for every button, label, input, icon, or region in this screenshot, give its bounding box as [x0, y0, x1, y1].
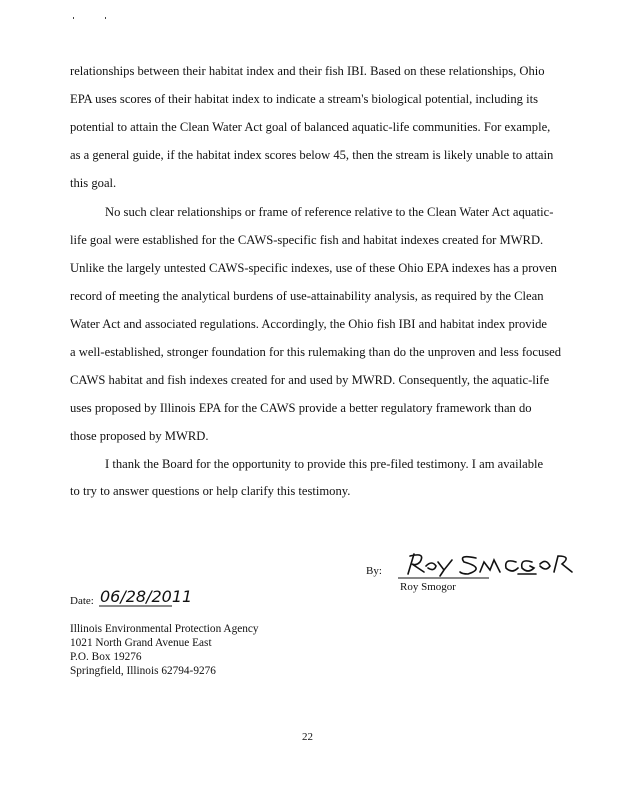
date-value: 06/28/2011: [100, 587, 193, 606]
handwritten-date: [97, 580, 217, 610]
text-line: to try to answer questions or help clarify this testimony.: [70, 484, 351, 498]
text-line: No such clear relationships or frame of reference relative to the Clean Water Act aquatic-: [105, 205, 554, 219]
address-line: P.O. Box 19276: [70, 651, 142, 663]
address-line: Springfield, Illinois 62794-9276: [70, 665, 216, 677]
text-line: as a general guide, if the habitat index scores below 45, then the stream is likely unable to attain: [70, 148, 554, 162]
text-line: uses proposed by Illinois EPA for the CAWS provide a better regulatory framework than do: [70, 401, 532, 415]
text-line: record of meeting the analytical burdens of use-attainability analysis, as required by the Clean: [70, 289, 544, 303]
text-line: this goal.: [70, 176, 117, 190]
text-line: a well-established, stronger foundation for this rulemaking than do the unproven and less focused: [70, 345, 562, 359]
address-line: 1021 North Grand Avenue East: [70, 637, 212, 649]
text-line: life goal were established for the CAWS-specific fish and habitat indexes created for MWRD.: [70, 233, 544, 247]
text-line: EPA uses scores of their habitat index to indicate a stream's biological potential, including its: [70, 92, 539, 106]
text-line: Water Act and associated regulations. Accordingly, the Ohio fish IBI and habitat index provide: [70, 317, 547, 331]
address-line: Illinois Environmental Protection Agency: [70, 623, 259, 635]
date-label: Date:: [70, 595, 94, 607]
printed-name: Roy Smogor: [400, 581, 456, 593]
text-line: CAWS habitat and fish indexes created for and used by MWRD. Consequently, the aquatic-life: [70, 373, 550, 387]
text-line: relationships between their habitat index and their fish IBI. Based on these relationships, Ohio: [70, 64, 545, 78]
scan-mark: [73, 17, 74, 19]
scan-mark: [105, 17, 106, 19]
text-line: potential to attain the Clean Water Act goal of balanced aquatic-life communities. For example,: [70, 120, 551, 134]
text-line: I thank the Board for the opportunity to provide this pre-filed testimony. I am available: [105, 457, 544, 471]
text-line: those proposed by MWRD.: [70, 429, 209, 443]
handwritten-signature: [396, 548, 576, 582]
page-number: 22: [302, 731, 313, 743]
text-line: Unlike the largely untested CAWS-specific indexes, use of these Ohio EPA indexes has a proven: [70, 261, 557, 275]
by-label: By:: [366, 565, 382, 577]
